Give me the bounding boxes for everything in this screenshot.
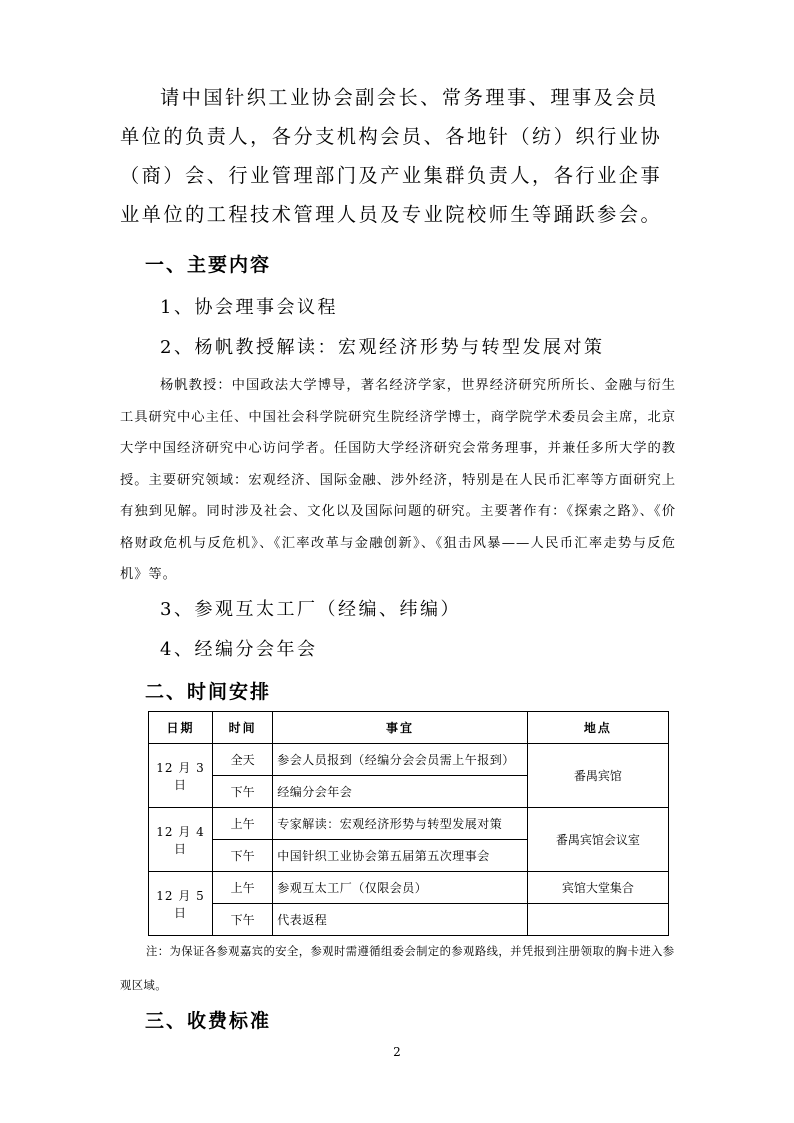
location-cell: 宾馆大堂集合 <box>527 872 668 904</box>
table-row <box>149 872 669 904</box>
time-cell: 上午 <box>213 808 273 840</box>
table-row <box>149 744 669 776</box>
date-cell: 12 月 3 日 <box>149 744 213 808</box>
location-cell <box>527 904 668 936</box>
intro-text: 请中国针织工业协会副会长、常务理事、理事及会员单位的负责人，各分支机构会员、各地针（纺）织行业协（商）会、行业管理部门及产业集群负责人，各行业企事业单位的工程技术管理人员及专业院校师生等踊跃参会。 <box>120 86 663 226</box>
item-cell: 参会人员报到（经编分会会员需上午报到） <box>273 744 527 776</box>
speaker-bio <box>120 370 676 591</box>
table-note <box>120 935 676 1003</box>
section-heading-main-content: 一、主要内容 <box>145 254 272 276</box>
item-cell: 专家解读：宏观经济形势与转型发展对策 <box>273 808 527 840</box>
time-cell: 下午 <box>213 776 273 808</box>
schedule-table <box>148 711 669 936</box>
location-cell: 番禺宾馆 <box>527 744 668 808</box>
content-item-4: 4、经编分会年会 <box>160 639 318 660</box>
item-cell: 参观互太工厂（仅限会员） <box>273 872 527 904</box>
header-date: 日期 <box>149 712 213 744</box>
item-cell: 代表返程 <box>273 904 527 936</box>
time-cell: 下午 <box>213 904 273 936</box>
speaker-bio-text: 杨帆教授：中国政法大学博导，著名经济学家，世界经济研究所所长、金融与衍生工具研究中心主任、中国社会科学院研究生院经济学博士，商学院学术委员会主席，北京大学中国经济研究中心访问学者。任国防大学经济研究会常务理事，并兼任多所大学的教授。主要研究领域：宏观经济、国际金融、涉外经济，特别是在人民币汇率等方面研究上有独到见解。同时涉及社会、文化以及国际问题的研究。主要著作有：《探索之路》、《价格财政危机与反危机》、《汇率改革与金融创新》、《狙击风暴——人民币汇率走势与反危机》等。 <box>120 378 676 582</box>
location-cell: 番禺宾馆会议室 <box>527 808 668 872</box>
content-item-1: 1、协会理事会议程 <box>160 297 338 318</box>
header-item: 事宜 <box>273 712 527 744</box>
header-location: 地点 <box>527 712 668 744</box>
section-heading-fees: 三、收费标准 <box>145 1010 272 1032</box>
time-cell: 全天 <box>213 744 273 776</box>
table-header-row <box>149 712 669 744</box>
header-time: 时间 <box>213 712 273 744</box>
intro-paragraph <box>120 78 676 234</box>
time-cell: 上午 <box>213 872 273 904</box>
content-item-2: 2、杨帆教授解读：宏观经济形势与转型发展对策 <box>160 337 605 358</box>
page-number: 2 <box>393 1045 401 1059</box>
section-heading-schedule: 二、时间安排 <box>145 681 272 703</box>
item-cell: 中国针织工业协会第五届第五次理事会 <box>273 840 527 872</box>
table-row <box>149 808 669 840</box>
table-note-text: 注：为保证各参观嘉宾的安全，参观时需遵循组委会制定的参观路线，并凭报到注册领取的胸卡进入参观区域。 <box>120 945 675 992</box>
date-cell: 12 月 4 日 <box>149 808 213 872</box>
item-cell: 经编分会年会 <box>273 776 527 808</box>
content-item-3: 3、参观互太工厂（经编、纬编） <box>160 599 461 620</box>
time-cell: 下午 <box>213 840 273 872</box>
date-cell: 12 月 5 日 <box>149 872 213 936</box>
table-row <box>149 904 669 936</box>
